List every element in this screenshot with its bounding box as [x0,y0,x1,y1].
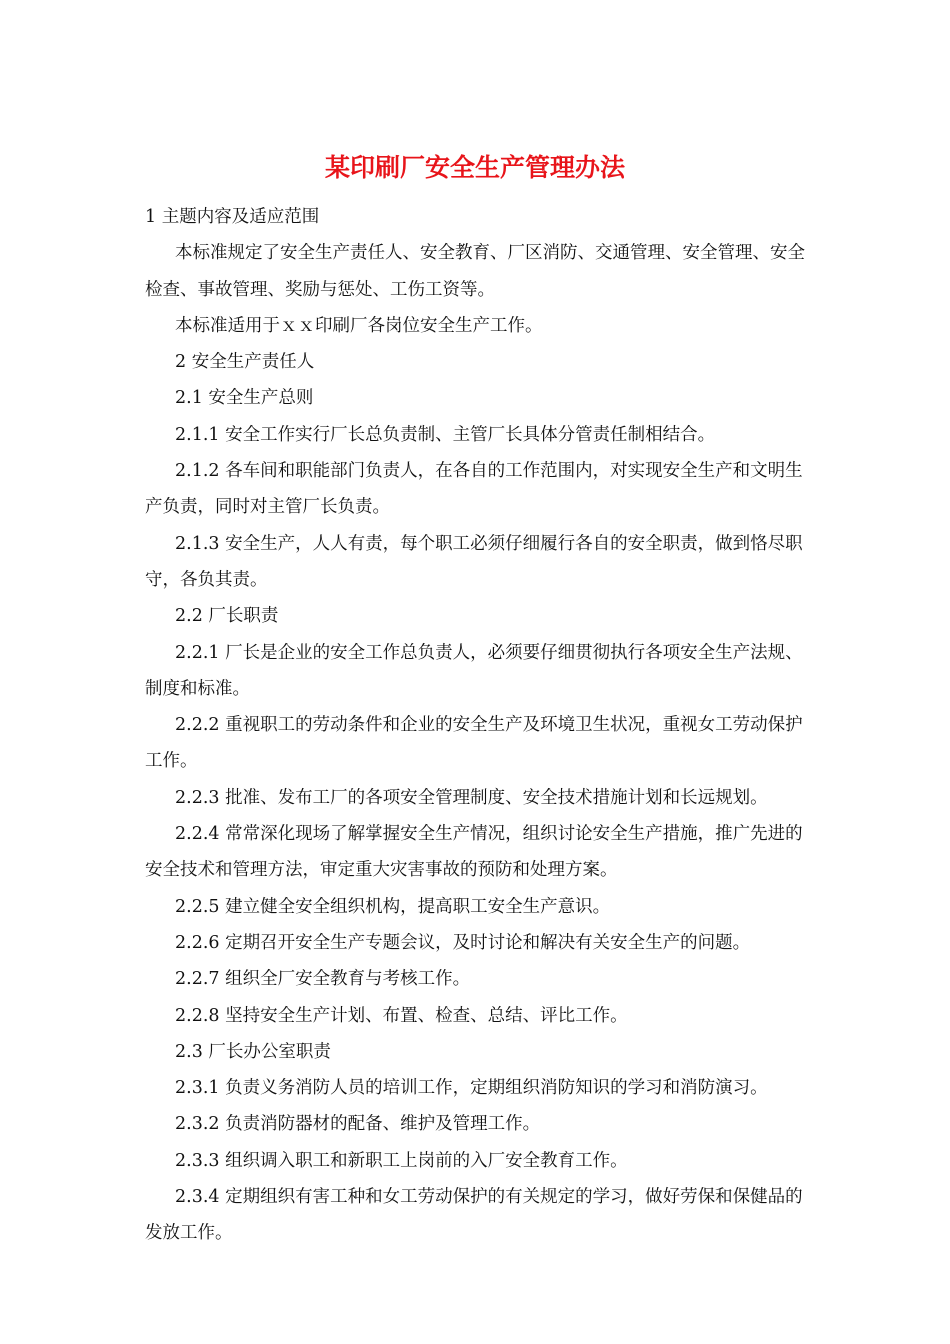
paragraph: 本标准规定了安全生产责任人、安全教育、厂区消防、交通管理、安全管理、安全检查、事故管理、奖励与惩处、工伤工资等。 [145,243,805,300]
paragraph: 2.2.7 组织全厂安全教育与考核工作。 [175,969,471,990]
paragraph: 2.2.1 厂长是企业的安全工作总负责人，必须要仔细贯彻执行各项安全生产法规、制度和标准。 [145,642,803,699]
paragraph: 2.1.1 安全工作实行厂长总负责制、主管厂长具体分管责任制相结合。 [175,424,716,445]
paragraph: 2.3.1 负责义务消防人员的培训工作，定期组织消防知识的学习和消防演习。 [175,1078,768,1099]
paragraph: 2.1.2 各车间和职能部门负责人，在各自的工作范围内，对实现安全生产和文明生产负责，同时对主管厂长负责。 [145,461,803,518]
paragraph: 2.2.8 坚持安全生产计划、布置、检查、总结、评比工作。 [175,1005,628,1026]
document-title: 某印刷厂安全生产管理办法 [324,153,625,182]
paragraph: 本标准适用于ｘｘ印刷厂各岗位安全生产工作。 [175,315,543,336]
paragraph: 2.2 厂长职责 [175,606,279,627]
paragraph: 2.2.5 建立健全安全组织机构，提高职工安全生产意识。 [175,896,611,917]
paragraph: 2.2.4 常常深化现场了解掌握安全生产情况，组织讨论安全生产措施，推广先进的安全技术和管理方法，审定重大灾害事故的预防和处理方案。 [145,824,803,881]
paragraph: 2 安全生产责任人 [175,352,315,373]
paragraph: 2.1 安全生产总则 [175,388,314,409]
paragraph: 2.2.6 定期召开安全生产专题会议，及时讨论和解决有关安全生产的问题。 [175,932,751,953]
paragraph: 2.3.2 负责消防器材的配备、维护及管理工作。 [175,1114,541,1135]
paragraph: 2.3.4 定期组织有害工种和女工劳动保护的有关规定的学习，做好劳保和保健品的发放工作。 [145,1187,803,1244]
paragraph: 2.3 厂长办公室职责 [175,1041,331,1062]
paragraph: 2.2.2 重视职工的劳动条件和企业的安全生产及环境卫生状况，重视女工劳动保护工作。 [145,715,803,772]
paragraph: 2.2.3 批准、发布工厂的各项安全管理制度、安全技术措施计划和长远规划。 [175,787,768,808]
document-body [145,199,815,1252]
paragraph: 2.1.3 安全生产，人人有责，每个职工必须仔细履行各自的安全职责，做到恪尽职守，各负其责。 [145,533,803,590]
paragraph: 2.3.3 组织调入职工和新职工上岗前的入厂安全教育工作。 [175,1150,628,1171]
paragraph: 1 主题内容及适应范围 [145,207,320,227]
